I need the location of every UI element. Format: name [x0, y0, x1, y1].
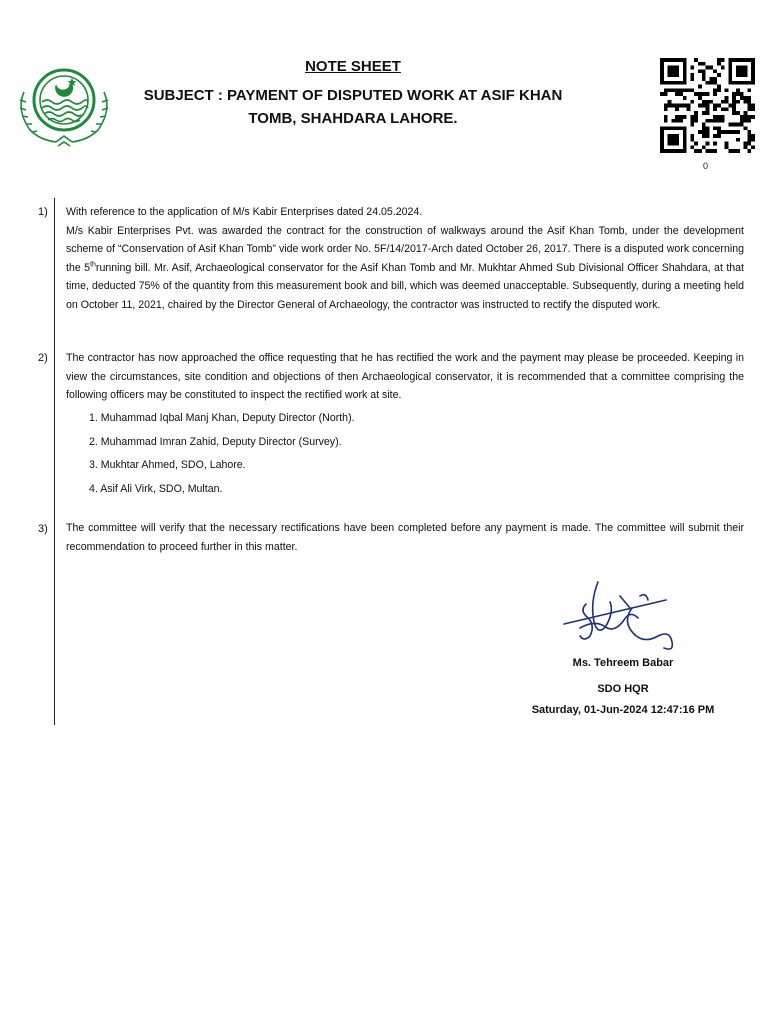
paragraph-1-body-a: M/s Kabir Enterprises Pvt. was awarded the contract for the construction of walkways around the Asif Khan Tomb, under the development scheme of “Conservation of Asif Khan Tomb” vide work order No. 5F/14/2017-Arch dated October 26, 2017. There is a disputed work concerning the 5: [66, 224, 744, 274]
list-item: 4. Asif Ali Virk, SDO, Multan.: [89, 482, 223, 495]
margin-rule: [54, 198, 55, 725]
signature-datetime: Saturday, 01-Jun-2024 12:47:16 PM: [531, 704, 715, 716]
signatory-name: Ms. Tehreem Babar: [572, 657, 674, 669]
subject-line-2: TOMB, SHAHDARA LAHORE.: [248, 110, 458, 127]
document-title: NOTE SHEET: [305, 58, 401, 75]
paragraph-1-body-b: running bill. Mr. Asif, Archaeological conservator for the Asif Khan Tomb and Mr. Mukhtar Ahmed Sub Divisional Officer Shahdara, at that time, deducted 75% of the quantity from this measurement book and bill, which was deemed unacceptable. Subsequently, during a meeting held on October 11, 2021, chaired by the Director General of Archaeology, the contractor was instructed to rectify the disputed work.: [66, 261, 745, 311]
paragraph-1-reference: With reference to the application of M/s Kabir Enterprises dated 24.05.2024.: [66, 206, 423, 218]
paragraph-number-3: 3): [38, 523, 48, 535]
paragraph-1: [66, 203, 744, 314]
paragraph-3: The committee will verify that the necessary rectifications have been completed before any payment is made. The committee will submit their recommendation to proceed further in this matter.: [66, 522, 744, 553]
signatory-designation: SDO HQR: [597, 683, 649, 695]
qr-caption: 0: [703, 161, 709, 171]
paragraph-number-2: 2): [38, 352, 48, 364]
list-item: 2. Muhammad Imran Zahid, Deputy Director (Survey).: [89, 435, 342, 448]
punjab-emblem-logo: [12, 62, 116, 148]
committee-list: [89, 412, 355, 506]
paragraph-1-body: [66, 222, 744, 315]
list-item: 3. Mukhtar Ahmed, SDO, Lahore.: [89, 459, 246, 471]
subject-line-1: SUBJECT : PAYMENT OF DISPUTED WORK AT ASIF KHAN: [143, 87, 563, 104]
paragraph-number-1: 1): [38, 206, 48, 218]
list-item: 1. Muhammad Iqbal Manj Khan, Deputy Director (North).: [89, 412, 355, 424]
paragraph-2: The contractor has now approached the office requesting that he has rectified the work and the payment may please be proceeded. Keeping in view the circumstances, site condition and objections of then Archaeological conservator, it is recommended that a committee comprising the following officers may be constituted to inspect the rectified work at site.: [66, 352, 744, 401]
handwritten-signature: [560, 578, 690, 652]
qr-code-icon: [660, 58, 755, 153]
heading-block: [110, 58, 596, 130]
ordinal-suffix: th: [90, 260, 96, 268]
